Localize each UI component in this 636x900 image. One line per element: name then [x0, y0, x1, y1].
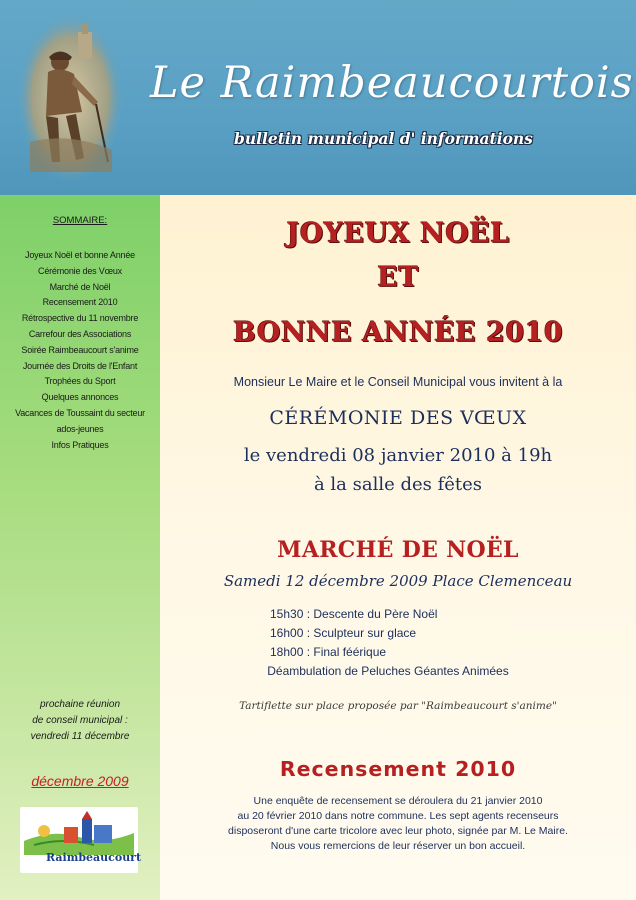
census-line: au 20 février 2010 dans notre commune. Les sept agents recenseurs — [237, 810, 559, 822]
greeting-heading: JOYEUX NOËL — [286, 218, 510, 249]
toc-item: Journée des Droits de l'Enfant — [22, 360, 138, 371]
bulletin-title: Le Raimbeaucourtois — [150, 58, 634, 108]
next-meeting-line: prochaine réunion — [39, 699, 121, 710]
ceremony-place: à la salle des fêtes — [313, 474, 483, 495]
census-line: Nous vous remercions de leur réserver un bon accueil. — [270, 840, 526, 852]
town-logo-label: Raimbeaucourt — [46, 851, 142, 864]
census-line: Une enquête de recensement se déroulera du 21 janvier 2010 — [253, 795, 543, 807]
census-heading: Recensement 2010 — [279, 757, 517, 781]
toc-item: Rétrospective du 11 novembre — [21, 313, 139, 324]
toc-item: Joyeux Noël et bonne Année — [25, 250, 135, 260]
greeting-heading-connector: ET — [377, 262, 419, 293]
census-line: disposeront d'une carte tricolore avec leur photo, signée par M. Le Maire. — [228, 825, 568, 837]
next-meeting-line: vendredi 11 décembre — [30, 731, 130, 742]
ceremony-title: CÉRÉMONIE DES VŒUX — [269, 407, 527, 429]
toc-item: Cérémonie des Vœux — [38, 265, 122, 276]
toc-item: Recensement 2010 — [42, 297, 118, 308]
christmas-market-heading: MARCHÉ DE NOËL — [277, 537, 519, 563]
tartiflette-note: Tartiflette sur place proposée par "Raimbeaucourt s'anime" — [239, 700, 557, 712]
bulletin-subtitle: bulletin municipal d' informations — [234, 129, 533, 148]
toc-item: Quelques annonces — [41, 392, 119, 403]
christmas-market-date: Samedi 12 décembre 2009 Place Clemenceau — [223, 572, 573, 590]
program-item: 16h00 : Sculpteur sur glace — [270, 626, 417, 640]
toc-item: Soirée Raimbeaucourt s'anime — [21, 344, 139, 355]
toc-item: Carrefour des Associations — [28, 328, 132, 339]
program-item: 15h30 : Descente du Père Noël — [270, 607, 438, 621]
toc-item: Infos Pratiques — [51, 439, 109, 450]
program-item: 18h00 : Final féérique — [270, 645, 387, 659]
new-year-heading: BONNE ANNÉE 2010 — [232, 317, 564, 348]
main-content — [160, 195, 636, 900]
table-of-contents-title: SOMMAIRE: — [52, 215, 108, 226]
toc-item: ados-jeunes — [56, 423, 104, 434]
toc-item: Vacances de Toussaint du secteur — [15, 407, 145, 418]
toc-item: Marché de Noël — [49, 281, 111, 292]
issue-date: décembre 2009 — [31, 773, 129, 789]
toc-item: Trophées du Sport — [44, 376, 116, 387]
parade-text: Déambulation de Peluches Géantes Animées — [267, 664, 509, 678]
ceremony-date: le vendredi 08 janvier 2010 à 19h — [243, 445, 553, 466]
invitation-text: Monsieur Le Maire et le Conseil Municipal vous invitent à la — [233, 375, 563, 389]
next-meeting-line: de conseil municipal : — [32, 715, 128, 726]
